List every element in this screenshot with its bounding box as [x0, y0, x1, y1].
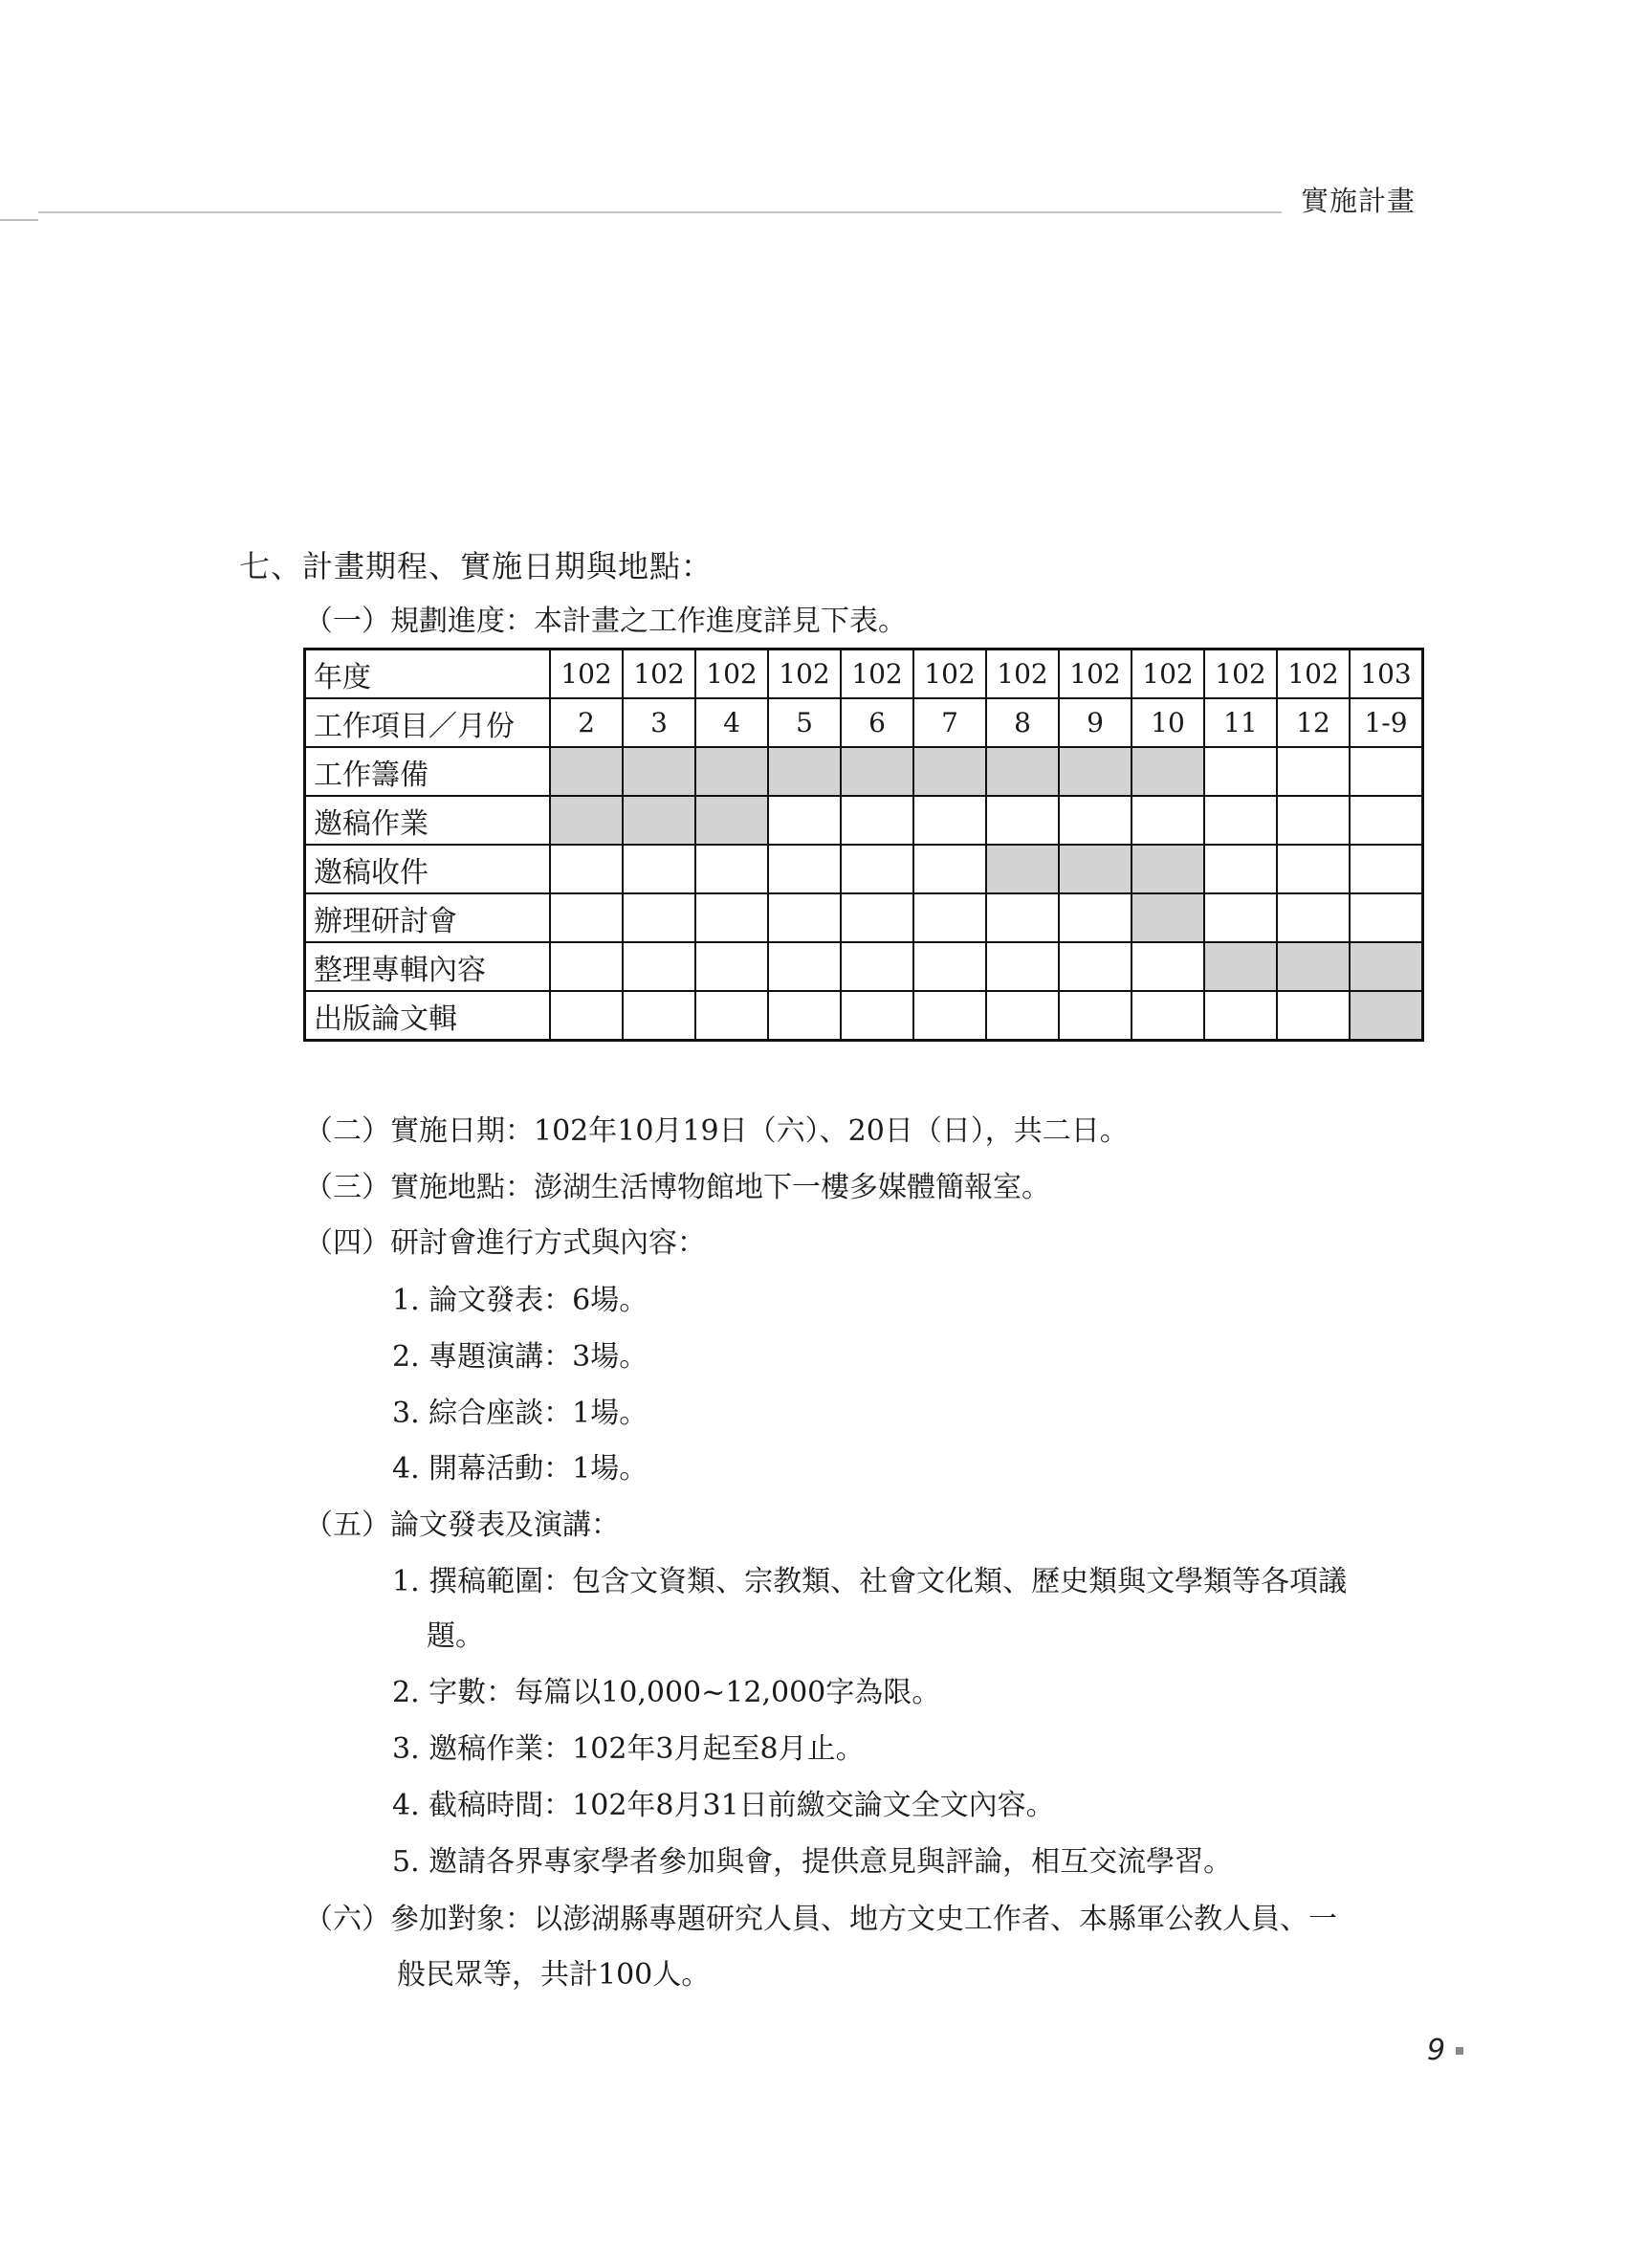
task-row — [305, 942, 1423, 991]
empty-period-cell — [913, 991, 986, 1041]
audience-line: （六）參加對象：以澎湖縣專題研究人員、地方文史工作者、本縣軍公教人員、一 — [304, 1903, 1337, 1936]
empty-period-cell — [1204, 893, 1277, 942]
format-item: 4. 開幕活動：1場。 — [392, 1452, 648, 1486]
empty-period-cell — [1132, 991, 1204, 1041]
active-period-cell — [623, 747, 695, 796]
year-cell: 102 — [768, 650, 841, 699]
active-period-cell — [550, 747, 623, 796]
empty-period-cell — [841, 893, 913, 942]
audience-continuation: 般民眾等，共計100人。 — [397, 1958, 711, 1992]
active-period-cell — [623, 796, 695, 845]
empty-period-cell — [841, 991, 913, 1041]
active-period-cell — [986, 845, 1059, 893]
empty-period-cell — [1059, 942, 1132, 991]
row-label: 工作項目／月份 — [305, 698, 551, 747]
empty-period-cell — [913, 845, 986, 893]
row-label: 出版論文輯 — [305, 991, 551, 1041]
month-cell: 11 — [1204, 698, 1277, 747]
papers-item: 2. 字數：每篇以10,000~12,000字為限。 — [392, 1676, 941, 1709]
empty-period-cell — [623, 942, 695, 991]
active-period-cell — [1059, 747, 1132, 796]
active-period-cell — [1350, 942, 1423, 991]
page-number: 9 — [1427, 2034, 1446, 2067]
month-cell: 1-9 — [1350, 698, 1423, 747]
row-label: 邀稿作業 — [305, 796, 551, 845]
format-item: 2. 專題演講：3場。 — [392, 1340, 648, 1374]
page-number-mark — [1456, 2047, 1463, 2055]
month-cell: 5 — [768, 698, 841, 747]
month-cell: 7 — [913, 698, 986, 747]
year-cell: 102 — [623, 650, 695, 699]
implementation-venue: （三）實施地點：澎湖生活博物館地下一樓多媒體簡報室。 — [304, 1171, 1050, 1204]
empty-period-cell — [1350, 845, 1423, 893]
empty-period-cell — [695, 942, 768, 991]
empty-period-cell — [1204, 796, 1277, 845]
empty-period-cell — [1204, 991, 1277, 1041]
empty-period-cell — [1277, 796, 1350, 845]
month-cell: 2 — [550, 698, 623, 747]
task-row — [305, 796, 1423, 845]
active-period-cell — [841, 747, 913, 796]
task-row — [305, 893, 1423, 942]
active-period-cell — [1132, 845, 1204, 893]
empty-period-cell — [695, 893, 768, 942]
empty-period-cell — [623, 893, 695, 942]
papers-item: 4. 截稿時間：102年8月31日前繳交論文全文內容。 — [392, 1789, 1055, 1822]
schedule-subtitle: （一）規劃進度：本計畫之工作進度詳見下表。 — [304, 605, 907, 638]
empty-period-cell — [1350, 893, 1423, 942]
active-period-cell — [913, 747, 986, 796]
empty-period-cell — [1059, 796, 1132, 845]
empty-period-cell — [550, 893, 623, 942]
empty-period-cell — [768, 796, 841, 845]
year-cell: 102 — [1204, 650, 1277, 699]
month-cell: 9 — [1059, 698, 1132, 747]
format-item: 3. 綜合座談：1場。 — [392, 1397, 648, 1430]
year-cell: 103 — [1350, 650, 1423, 699]
empty-period-cell — [695, 991, 768, 1041]
empty-period-cell — [1277, 845, 1350, 893]
papers-item: 1. 撰稿範圍：包含文資類、宗教類、社會文化類、歷史類與文學類等各項議 — [392, 1565, 1348, 1598]
row-label: 邀稿收件 — [305, 845, 551, 893]
row-label: 辦理研討會 — [305, 893, 551, 942]
year-cell: 102 — [1059, 650, 1132, 699]
empty-period-cell — [1132, 796, 1204, 845]
year-row — [305, 650, 1423, 699]
task-row — [305, 991, 1423, 1041]
empty-period-cell — [1059, 991, 1132, 1041]
empty-period-cell — [1277, 893, 1350, 942]
empty-period-cell — [841, 845, 913, 893]
year-cell: 102 — [841, 650, 913, 699]
papers-item: 5. 邀請各界專家學者參加與會，提供意見與評論，相互交流學習。 — [392, 1845, 1233, 1879]
active-period-cell — [695, 747, 768, 796]
empty-period-cell — [623, 845, 695, 893]
active-period-cell — [1277, 942, 1350, 991]
empty-period-cell — [623, 991, 695, 1041]
month-cell: 3 — [623, 698, 695, 747]
empty-period-cell — [1204, 845, 1277, 893]
month-cell: 10 — [1132, 698, 1204, 747]
empty-period-cell — [550, 845, 623, 893]
empty-period-cell — [768, 893, 841, 942]
format-heading: （四）研討會進行方式與內容： — [304, 1226, 706, 1260]
empty-period-cell — [986, 942, 1059, 991]
month-cell: 12 — [1277, 698, 1350, 747]
implementation-date: （二）實施日期：102年10月19日（六）、20日（日），共二日。 — [304, 1114, 1129, 1148]
empty-period-cell — [913, 893, 986, 942]
empty-period-cell — [913, 942, 986, 991]
empty-period-cell — [768, 991, 841, 1041]
active-period-cell — [550, 796, 623, 845]
section-title: 七、計畫期程、實施日期與地點： — [239, 548, 714, 584]
active-period-cell — [1350, 991, 1423, 1041]
year-cell: 102 — [550, 650, 623, 699]
month-cell: 6 — [841, 698, 913, 747]
year-cell: 102 — [1132, 650, 1204, 699]
active-period-cell — [1059, 845, 1132, 893]
empty-period-cell — [1059, 893, 1132, 942]
empty-period-cell — [986, 991, 1059, 1041]
active-period-cell — [1132, 893, 1204, 942]
year-cell: 102 — [913, 650, 986, 699]
empty-period-cell — [1350, 796, 1423, 845]
year-cell: 102 — [695, 650, 768, 699]
row-label: 整理專輯內容 — [305, 942, 551, 991]
running-head: 實施計畫 — [1301, 185, 1417, 217]
empty-period-cell — [841, 796, 913, 845]
empty-period-cell — [986, 796, 1059, 845]
papers-item: 3. 邀稿作業：102年3月起至8月止。 — [392, 1732, 865, 1766]
format-item: 1. 論文發表：6場。 — [392, 1284, 648, 1317]
papers-heading: （五）論文發表及演講： — [304, 1508, 620, 1542]
empty-period-cell — [1132, 942, 1204, 991]
empty-period-cell — [841, 942, 913, 991]
row-label: 工作籌備 — [305, 747, 551, 796]
active-period-cell — [986, 747, 1059, 796]
schedule-table — [303, 648, 1424, 1042]
month-cell: 8 — [986, 698, 1059, 747]
active-period-cell — [1132, 747, 1204, 796]
empty-period-cell — [1350, 747, 1423, 796]
month-cell: 4 — [695, 698, 768, 747]
empty-period-cell — [695, 845, 768, 893]
active-period-cell — [1204, 942, 1277, 991]
month-row — [305, 698, 1423, 747]
empty-period-cell — [986, 893, 1059, 942]
year-cell: 102 — [986, 650, 1059, 699]
empty-period-cell — [550, 942, 623, 991]
empty-period-cell — [768, 845, 841, 893]
papers-item-continuation: 題。 — [427, 1619, 484, 1653]
active-period-cell — [695, 796, 768, 845]
empty-period-cell — [1204, 747, 1277, 796]
task-row — [305, 845, 1423, 893]
active-period-cell — [768, 747, 841, 796]
empty-period-cell — [913, 796, 986, 845]
empty-period-cell — [768, 942, 841, 991]
row-label: 年度 — [305, 650, 551, 699]
empty-period-cell — [1277, 747, 1350, 796]
empty-period-cell — [1277, 991, 1350, 1041]
year-cell: 102 — [1277, 650, 1350, 699]
empty-period-cell — [550, 991, 623, 1041]
task-row — [305, 747, 1423, 796]
